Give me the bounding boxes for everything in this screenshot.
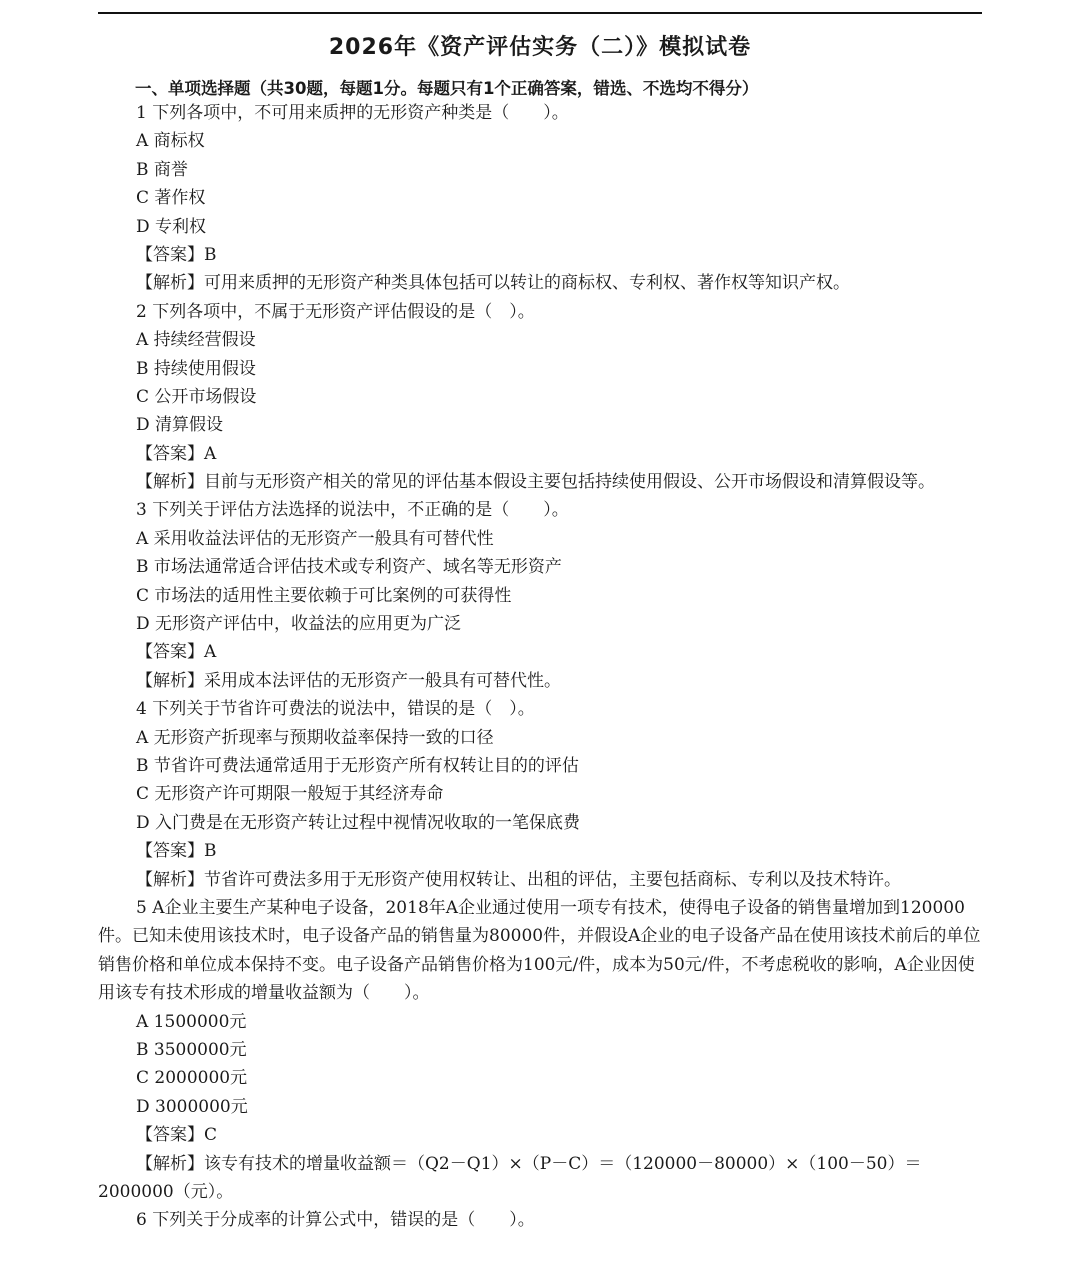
analysis-line (98, 1150, 988, 1207)
analysis-text: 该专有技术的增量收益额＝（Q2－Q1）×（P－C）＝（120000－80000）×（100－50）＝2000000（元）。 (98, 1153, 922, 1202)
option-b: B 商誉 (136, 159, 188, 180)
answer-value: A (204, 443, 217, 464)
option-d: D 清算假设 (136, 415, 224, 436)
analysis-tag: 【解析】 (136, 869, 204, 890)
analysis-tag: 【解析】 (136, 273, 204, 294)
option-a: A 商标权 (136, 131, 205, 152)
option-a: A 持续经营假设 (136, 330, 256, 351)
option-a: A 无形资产折现率与预期收益率保持一致的口径 (136, 727, 494, 748)
answer-line (98, 837, 988, 865)
answer-value: B (204, 244, 217, 265)
answer-tag: 【答案】 (136, 244, 204, 265)
top-rule (98, 12, 982, 14)
answer-tag: 【答案】 (136, 1125, 204, 1146)
option-c: C 公开市场假设 (136, 386, 257, 407)
question-stem: 2 下列各项中，不属于无形资产评估假设的是（ ）。 (136, 301, 535, 322)
answer-value: B (204, 841, 217, 862)
answer-line (98, 638, 988, 666)
analysis-text: 目前与无形资产相关的常见的评估基本假设主要包括持续使用假设、公开市场假设和清算假设等。 (204, 472, 935, 493)
analysis-text: 采用成本法评估的无形资产一般具有可替代性。 (204, 670, 561, 691)
option-b: B 3500000元 (136, 1039, 247, 1060)
question-stem: 4 下列关于节省许可费法的说法中，错误的是（ ）。 (136, 699, 535, 720)
option-a: A 1500000元 (136, 1011, 247, 1032)
answer-tag: 【答案】 (136, 841, 204, 862)
option-c: C 2000000元 (136, 1068, 248, 1089)
document-body (98, 99, 988, 1235)
question-stem: 3 下列关于评估方法选择的说法中，不正确的是（ ）。 (136, 500, 569, 521)
option-c: C 市场法的适用性主要依赖于可比案例的可获得性 (136, 585, 512, 606)
question-stem: 5 A企业主要生产某种电子设备，2018年A企业通过使用一项专有技术，使得电子设备的销售量增加到120000件。已知未使用该技术时，电子设备产品的销售量为80000件，并假设A企业的电子设备产品在使用该技术前后的单位销售价格和单位成本保持不变。电子设备产品销售价格为100元/件，成本为50元/件，不考虑税收的影响，A企业因使用该专有技术形成的增量收益额为（ ）。 (98, 897, 981, 1004)
option-c: C 著作权 (136, 188, 206, 209)
analysis-tag: 【解析】 (136, 1153, 204, 1174)
answer-tag: 【答案】 (136, 642, 204, 663)
analysis-line (98, 468, 988, 496)
analysis-line (98, 866, 988, 894)
analysis-line (98, 269, 988, 297)
analysis-line (98, 667, 988, 695)
answer-tag: 【答案】 (136, 443, 204, 464)
answer-value: C (204, 1125, 218, 1146)
option-a: A 采用收益法评估的无形资产一般具有可替代性 (136, 528, 494, 549)
answer-line (98, 440, 988, 468)
question-stem: 1 下列各项中，不可用来质押的无形资产种类是（ ）。 (136, 103, 569, 123)
answer-line (98, 241, 988, 269)
analysis-tag: 【解析】 (136, 670, 204, 691)
analysis-tag: 【解析】 (136, 472, 204, 493)
page-title: 2026年《资产评估实务（二）》模拟试卷 (328, 35, 752, 60)
option-b: B 市场法通常适合评估技术或专利资产、域名等无形资产 (136, 557, 562, 578)
answer-line (98, 1121, 988, 1149)
question-stem: 6 下列关于分成率的计算公式中，错误的是（ ）。 (136, 1210, 535, 1231)
option-d: D 无形资产评估中，收益法的应用更为广泛 (136, 614, 462, 635)
option-b: B 持续使用假设 (136, 358, 256, 379)
analysis-text: 节省许可费法多用于无形资产使用权转让、出租的评估，主要包括商标、专利以及技术特许。 (204, 869, 901, 890)
option-d: D 3000000元 (136, 1096, 248, 1117)
option-c: C 无形资产许可期限一般短于其经济寿命 (136, 784, 444, 805)
answer-value: A (204, 642, 217, 663)
option-b: B 节省许可费法通常适用于无形资产所有权转让目的的评估 (136, 756, 579, 776)
section-heading: 一、单项选择题（共30题，每题1分。每题只有1个正确答案，错选、不选均不得分） (135, 79, 759, 98)
option-d: D 入门费是在无形资产转让过程中视情况收取的一笔保底费 (136, 812, 581, 833)
option-d: D 专利权 (136, 216, 207, 237)
analysis-text: 可用来质押的无形资产种类具体包括可以转让的商标权、专利权、著作权等知识产权。 (204, 273, 850, 294)
